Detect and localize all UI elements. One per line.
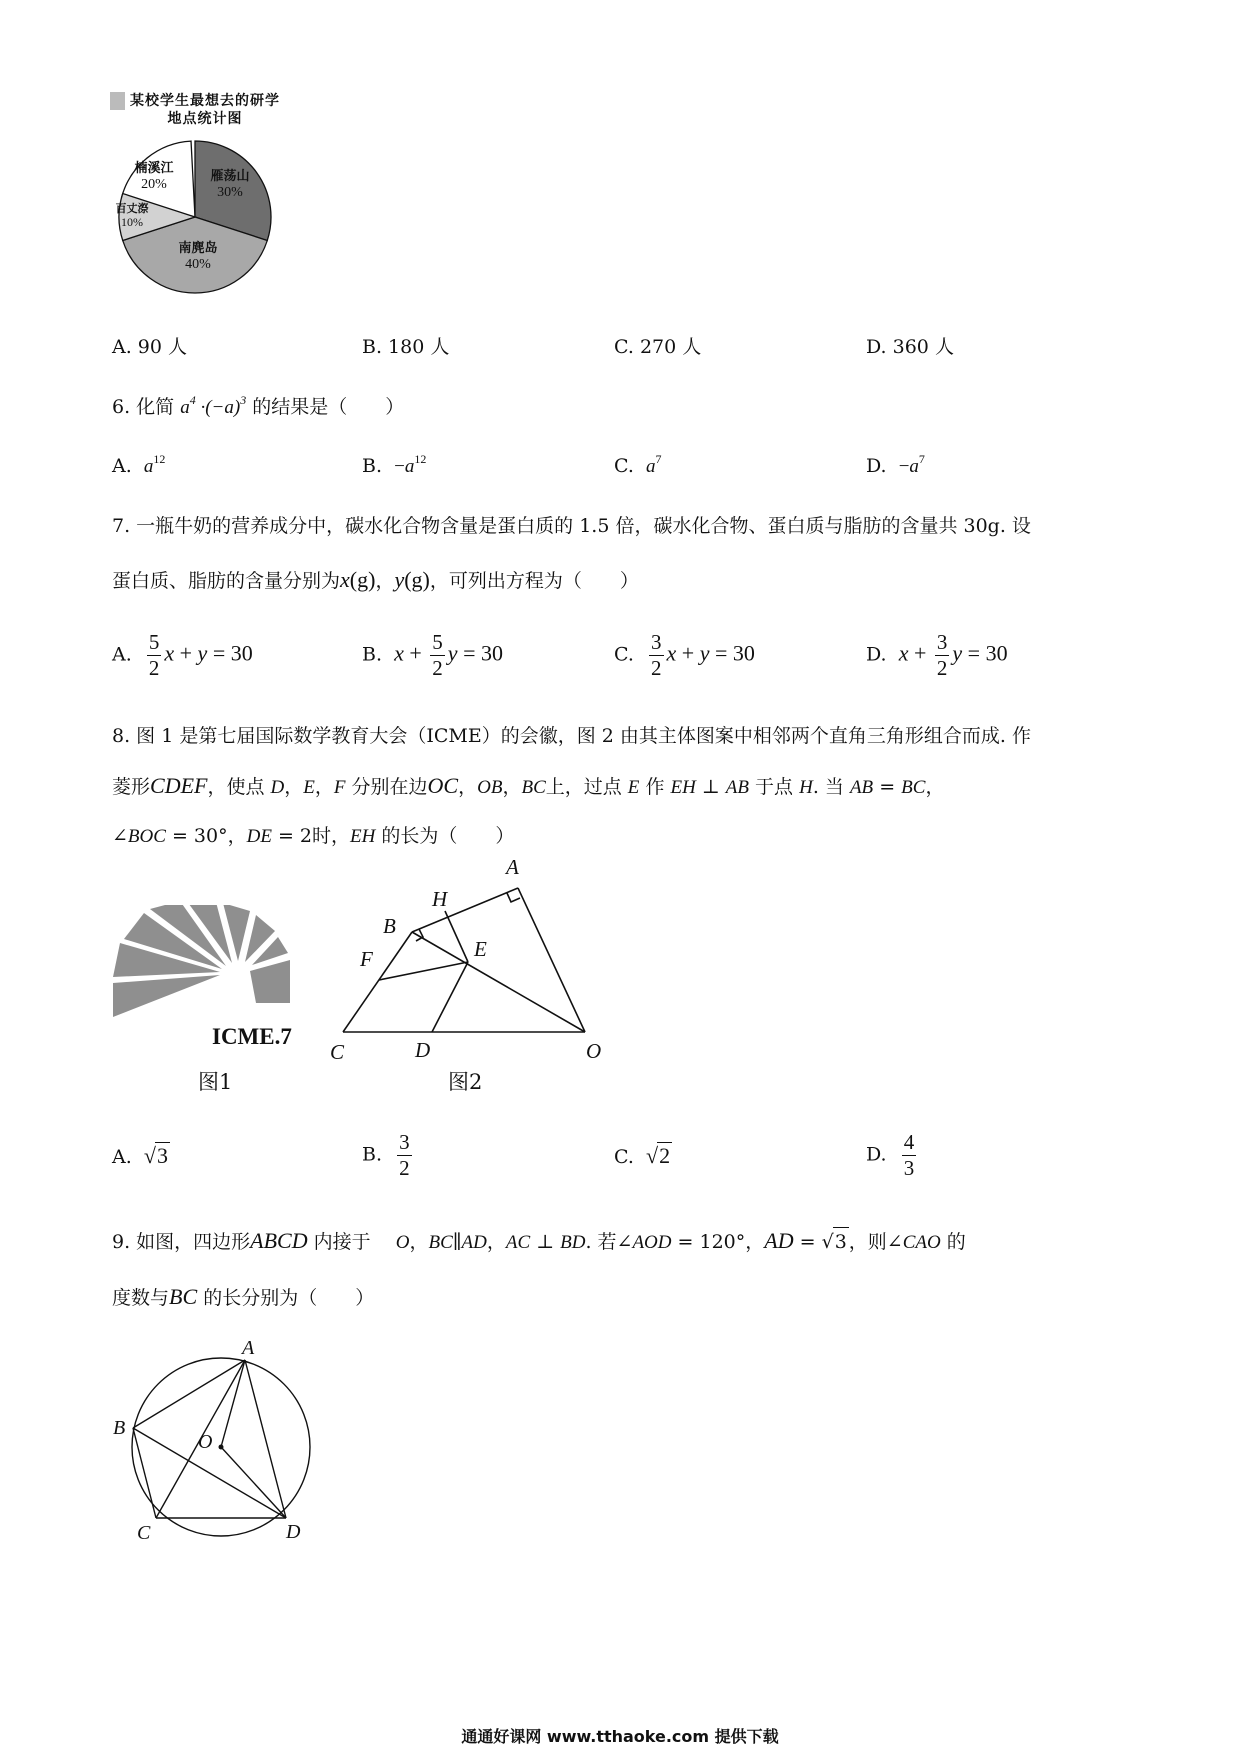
label-E: E: [474, 937, 487, 961]
q8-line3: ∠BOC = 30°，DE = 2时，EH 的长为（ ）: [112, 825, 515, 847]
pie-slice-percent: 20%: [141, 177, 167, 192]
pie-chart-title-line2: 地点统计图: [167, 111, 243, 127]
page-footer: 通通好课网 www.tthaoke.com 提供下载: [461, 1727, 779, 1746]
label-C: C: [330, 1040, 345, 1064]
center-point: [219, 1445, 224, 1450]
q9-line2: 度数与BC 的长分别为（ ）: [112, 1284, 375, 1309]
figure-2-label: 图2: [448, 1070, 483, 1094]
icme-caption: ICME.7: [212, 1024, 292, 1049]
label-O: O: [198, 1431, 213, 1453]
pie-chart: [110, 132, 310, 302]
label-A: A: [506, 855, 519, 879]
q5-option-a: A. 90 人: [112, 336, 188, 358]
q8-line2: 菱形CDEF，使点 D，E，F 分别在边OC，OB，BC上，过点 E 作 EH ⊥ AB 于点 H. 当 AB = BC，: [112, 773, 945, 798]
label-O: O: [586, 1039, 602, 1063]
label-F: F: [360, 947, 373, 971]
q5-option-b: B. 180 人: [362, 336, 450, 358]
q7-line1: 7. 一瓶牛奶的营养成分中，碳水化合物含量是蛋白质的 1.5 倍，碳水化合物、蛋白质与脂肪的含量共 30g. 设: [112, 515, 1031, 537]
q6-option-c: C. $a^7$: [614, 452, 662, 477]
pie-slice-name: 百丈漈: [115, 202, 149, 215]
q8-line1: 8. 图 1 是第七届国际数学教育大会（ICME）的会徽，图 2 由其主体图案中相邻两个直角三角形组合而成. 作: [112, 725, 1031, 747]
pie-slice-percent: 30%: [217, 185, 243, 200]
q5-option-c: C. 270 人: [614, 336, 702, 358]
q8-option-c: C. √2: [614, 1143, 671, 1168]
label-A: A: [242, 1337, 255, 1359]
icme-emblem-figure: [110, 905, 310, 1040]
q6-stem: [112, 386, 404, 422]
q7-line2: 蛋白质、脂肪的含量分别为x(g)，y(g)，可列出方程为（ ）: [112, 567, 639, 592]
pie-slice-percent: 40%: [185, 257, 211, 272]
label-D: D: [415, 1038, 431, 1062]
q9-circle-figure: [110, 1335, 330, 1545]
pie-slice-name: 南麂岛: [178, 241, 218, 256]
q5-option-d: D. 360 人: [866, 336, 954, 358]
pie-slice-name: 雁荡山: [210, 169, 250, 184]
q9-line2-suffix: 的长分别为（ ）: [203, 1287, 375, 1309]
q9-line2-prefix: 度数与: [112, 1287, 170, 1309]
q7-line2-prefix: 蛋白质、脂肪的含量分别为: [112, 570, 341, 592]
q8-option-b: B. $\frac{3}{2}$: [362, 1130, 410, 1180]
q7-option-a: A. $\frac{5}{2}$ x + y = 30: [112, 630, 253, 680]
q6-option-a: A. $a^{12}$: [112, 452, 166, 477]
q6-suffix: 的结果是（ ）: [252, 396, 405, 418]
label-B: B: [113, 1417, 126, 1439]
q8-figure-2: [320, 850, 620, 1070]
q9-line1: 9. 如图，四边形ABCD 内接于 O，BC∥AD，AC ⊥ BD. 若∠AOD = 120°，AD = √3 ，则∠CAO 的: [112, 1227, 966, 1257]
label-B: B: [383, 914, 396, 938]
pie-chart-title-line1: 某校学生最想去的研学: [110, 92, 300, 110]
q6-prefix: 6. 化简: [112, 396, 175, 418]
q9-prefix: 9. 如图，四边形: [112, 1231, 251, 1253]
pie-slice-percent: 10%: [121, 215, 143, 229]
label-D: D: [286, 1521, 301, 1543]
q7-option-b: B. x + $\frac{5}{2}$ y = 30: [362, 630, 503, 680]
label-H: H: [432, 887, 448, 911]
q8-option-a: A. √3: [112, 1143, 168, 1168]
q8-option-d: D. $\frac{4}{3}$: [866, 1130, 915, 1180]
pie-chart-title: [110, 92, 300, 128]
q6-option-d: D. $-a^7$: [866, 452, 925, 477]
figure-1-label: 图1: [198, 1070, 233, 1094]
icme-emblem: [113, 905, 290, 1017]
label-C: C: [137, 1522, 151, 1544]
pie-chart-figure: [110, 92, 310, 292]
q7-option-d: D. x + $\frac{3}{2}$ y = 30: [866, 630, 1008, 680]
pie-slice-name: 楠溪江: [134, 161, 174, 176]
q7-option-c: C. $\frac{3}{2}$ x + y = 30: [614, 630, 755, 680]
q6-expression: $a^4 \cdot(-a)^3$: [180, 393, 247, 418]
q7-line2-suffix: ，可列出方程为（ ）: [429, 570, 639, 592]
q6-option-b: B. $-a^{12}$: [362, 452, 427, 477]
